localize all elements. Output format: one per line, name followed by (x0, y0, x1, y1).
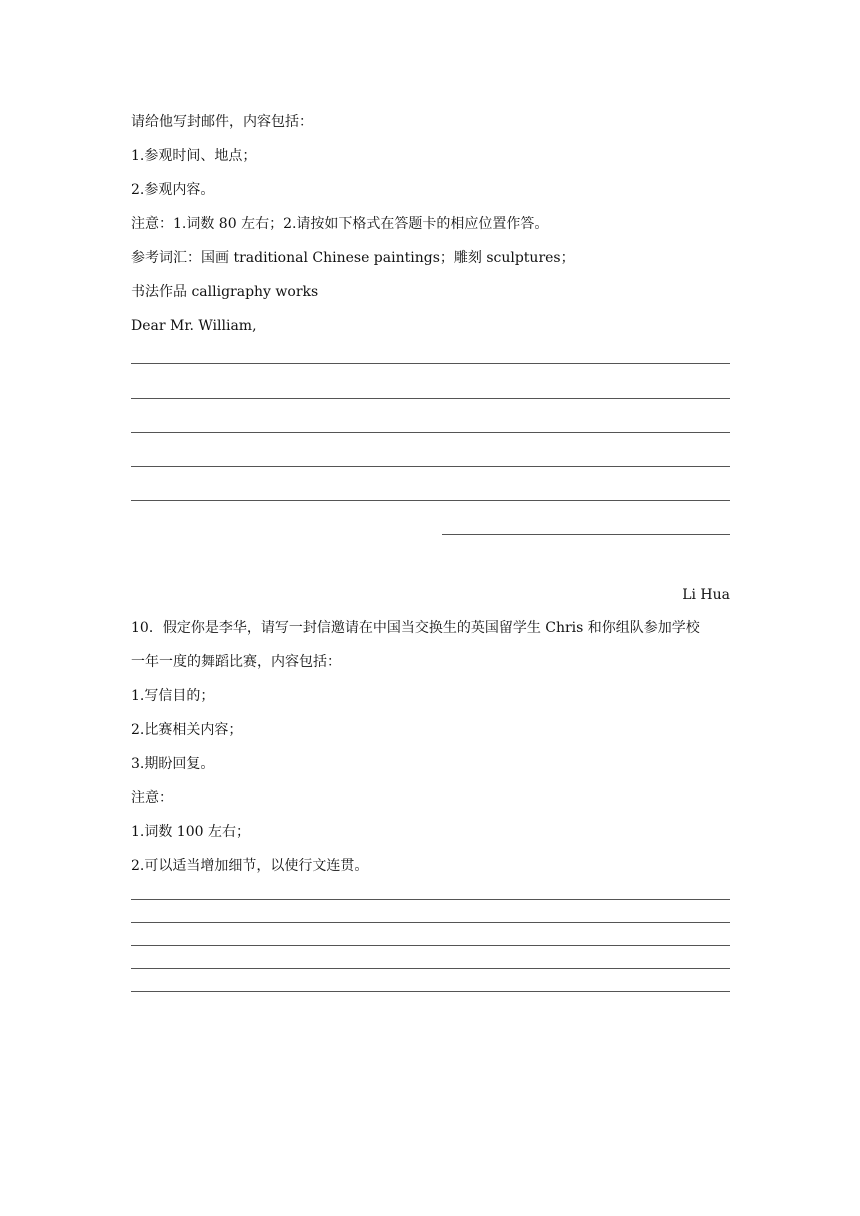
prompt-line: 1.参观时间、地点； (131, 148, 257, 164)
answer-line[interactable] (131, 432, 730, 433)
answer-line[interactable] (131, 466, 730, 467)
question-line: 1.写信目的； (131, 688, 215, 704)
answer-line[interactable] (131, 899, 730, 900)
question-text: 10．假定你是李华，请写一封信邀请在中国当交换生的英国留学生 Chris 和你组队参加学校 (131, 620, 700, 636)
answer-line[interactable] (131, 363, 730, 364)
answer-line[interactable] (131, 398, 730, 399)
question-line: 1.词数 100 左右； (131, 824, 250, 840)
salutation: Dear Mr. William, (131, 318, 257, 334)
signature: Li Hua (682, 587, 730, 603)
prompt-line: 2.参观内容。 (131, 182, 215, 198)
answer-line[interactable] (131, 922, 730, 923)
prompt-line: 注意：1.词数 80 左右；2.请按如下格式在答题卡的相应位置作答。 (131, 216, 549, 232)
question-text: 一年一度的舞蹈比赛，内容包括： (131, 654, 341, 670)
question-line: 2.比赛相关内容； (131, 722, 243, 738)
prompt-line: 请给他写封邮件，内容包括： (131, 114, 313, 130)
prompt-line: 参考词汇：国画 traditional Chinese paintings；雕刻 sculptures； (131, 250, 575, 266)
question-line: 3.期盼回复。 (131, 756, 215, 772)
answer-line-short[interactable] (442, 534, 730, 535)
answer-line[interactable] (131, 500, 730, 501)
question-line: 2.可以适当增加细节，以使行文连贯。 (131, 858, 369, 874)
answer-line[interactable] (131, 945, 730, 946)
question-line: 注意： (131, 790, 173, 806)
prompt-line: 书法作品 calligraphy works (131, 284, 319, 300)
answer-line[interactable] (131, 991, 730, 992)
answer-line[interactable] (131, 968, 730, 969)
